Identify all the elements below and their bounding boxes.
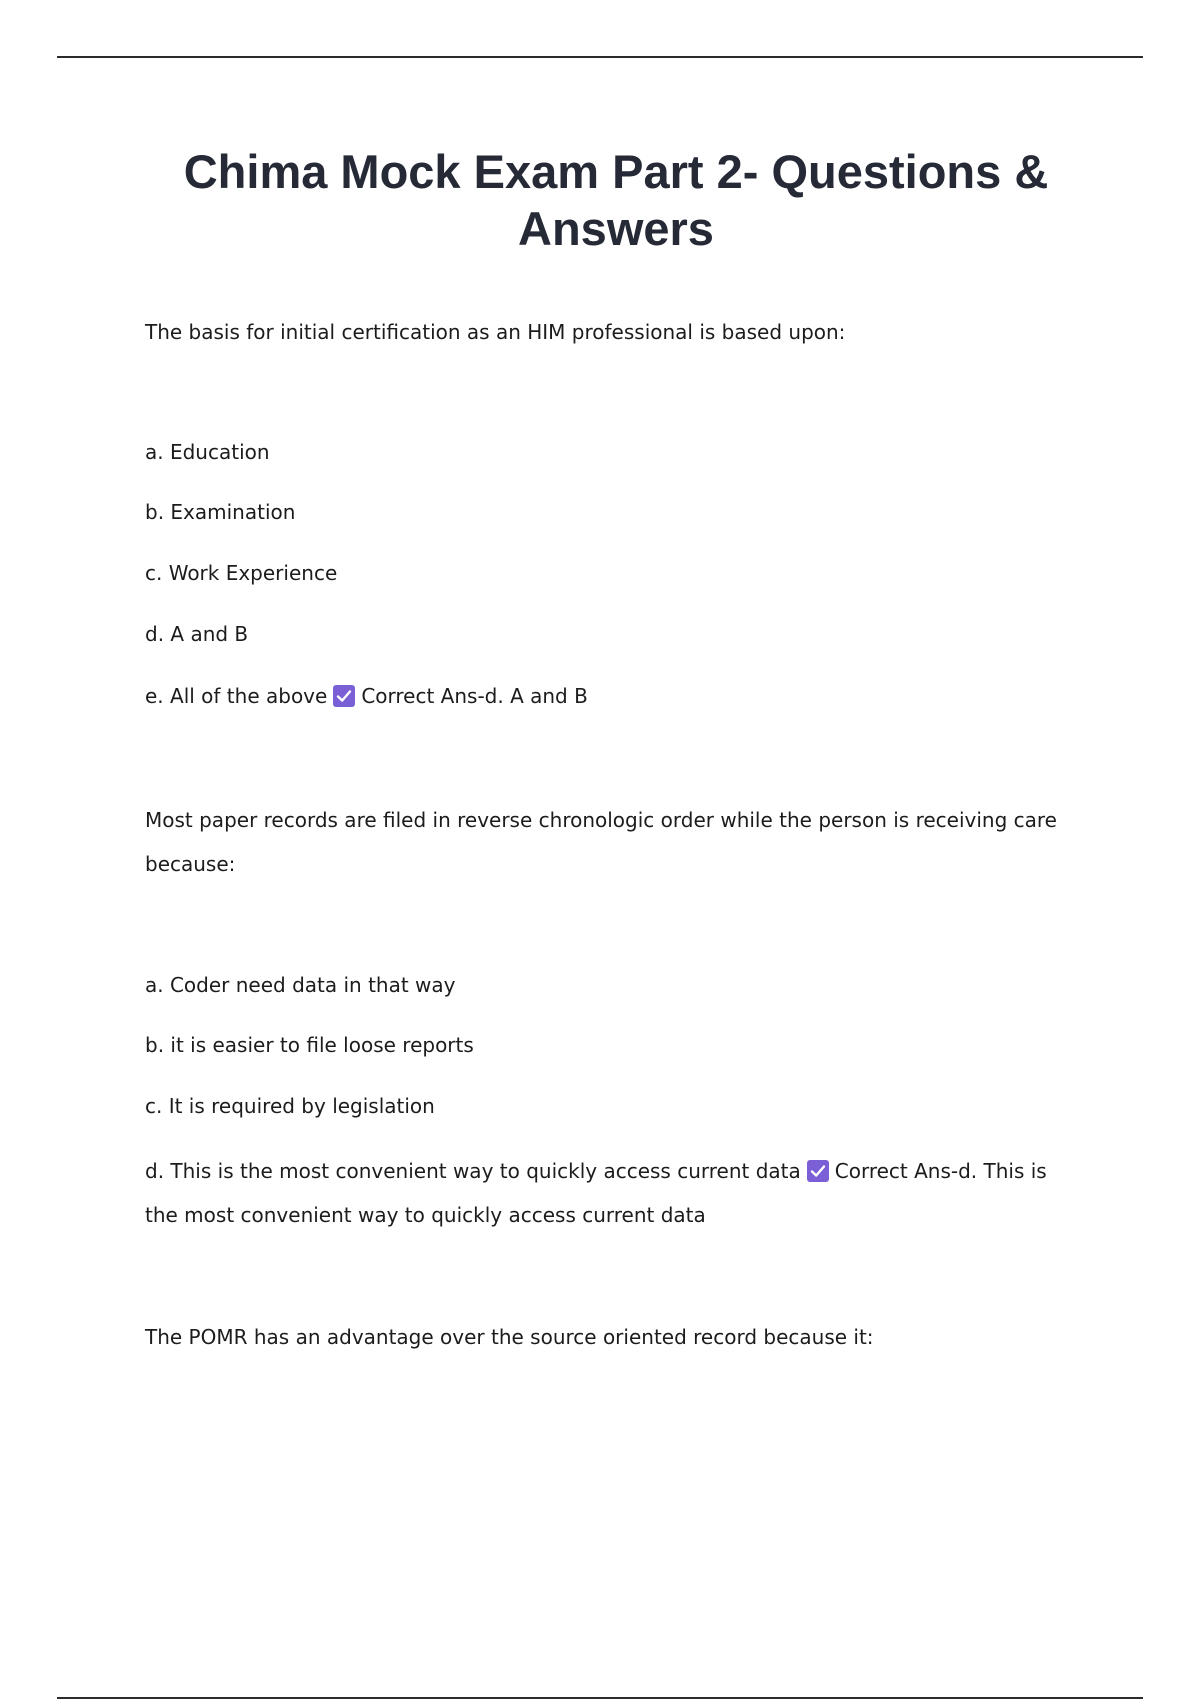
question-1-prompt: The basis for initial certification as an HIM professional is based upon:: [145, 320, 846, 344]
question-2-prompt: Most paper records are filed in reverse chronologic order while the person is receiving care because:: [145, 808, 1057, 876]
question-3-prompt: The POMR has an advantage over the source oriented record because it:: [145, 1325, 874, 1349]
question-1-option-d: d. A and B: [145, 622, 249, 646]
check-box-icon: [333, 685, 355, 707]
question-1-option-c: c. Work Experience: [145, 561, 338, 585]
question-2-answer: Correct Ans-d. This is the most convenient way to quickly access current data: [145, 1159, 1047, 1227]
question-2-option-a: a. Coder need data in that way: [145, 973, 456, 997]
question-2-option-b: b. it is easier to file loose reports: [145, 1033, 474, 1057]
question-2-option-d: d. This is the most convenient way to quickly access current data: [145, 1159, 801, 1183]
question-1-option-e: e. All of the above: [145, 684, 328, 708]
document-title: Chima Mock Exam Part 2- Questions & Answers: [183, 145, 1049, 255]
question-1-answer: Correct Ans-d. A and B: [361, 684, 588, 708]
footer-rule: [57, 1697, 1143, 1699]
check-box-icon: [807, 1160, 829, 1182]
question-1-option-a: a. Education: [145, 440, 270, 464]
question-2-option-d-row: [145, 1149, 1085, 1237]
question-1-option-e-row: [145, 674, 1085, 718]
header-rule: [57, 56, 1143, 58]
question-1-option-b: b. Examination: [145, 500, 296, 524]
question-2-option-c: c. It is required by legislation: [145, 1094, 435, 1118]
